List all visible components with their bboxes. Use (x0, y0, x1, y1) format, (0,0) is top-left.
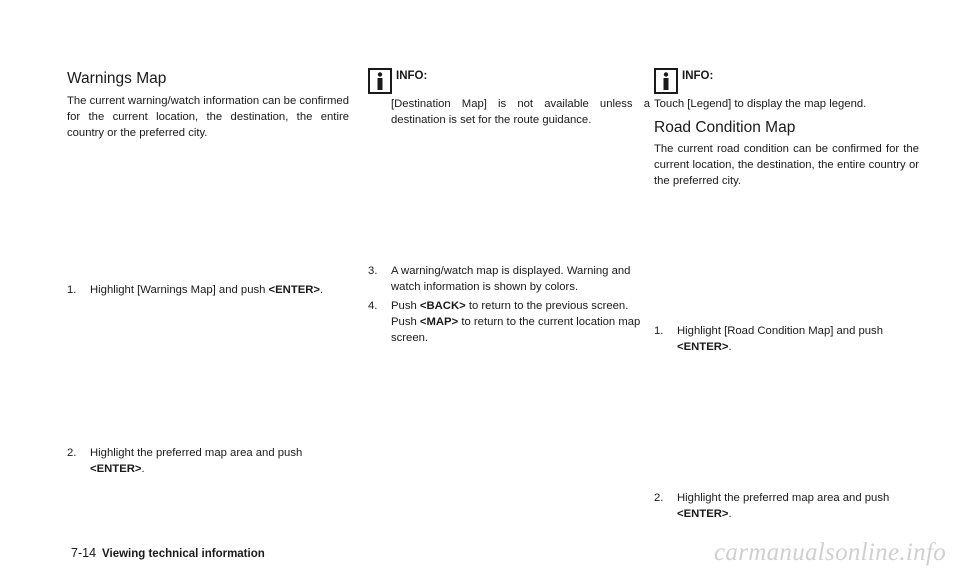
enter-key-label: <ENTER> (268, 284, 321, 296)
road-condition-intro: The current road condition can be confirmed for the current location, the destination, the entire country or the preferred city. (654, 143, 919, 187)
step-2-road (654, 490, 919, 522)
step-punctuation: . (320, 284, 324, 296)
watermark: carmanualsonline.info (714, 539, 946, 566)
step-number: 2. (654, 492, 664, 504)
enter-key-label: <ENTER> (677, 508, 729, 520)
step-number: 2. (67, 447, 77, 459)
back-key-label: <BACK> (419, 300, 466, 312)
step-4 (368, 298, 650, 346)
page-number: 7-14 (71, 546, 97, 560)
column-3 (654, 0, 919, 574)
column-1 (67, 0, 349, 574)
column-2 (368, 0, 650, 574)
step-text: Highlight the preferred map area and push (677, 492, 890, 504)
step-number: 3. (368, 265, 378, 277)
step-text: Highlight [Road Condition Map] and push (677, 325, 883, 337)
step-punctuation: . (141, 463, 145, 475)
footer-section-title: Viewing technical information (102, 548, 265, 560)
step-text: A warning/watch map is displayed. Warning and watch information is shown by colors. (391, 265, 631, 293)
step-number: 4. (368, 300, 378, 312)
warnings-map-intro: The current warning/watch information can be confirmed for the current location, the destination, the entire country or the preferred city. (67, 95, 349, 139)
enter-key-label: <ENTER> (677, 341, 729, 353)
info-text: [Destination Map] is not available unless a destination is set for the route guidance. (391, 98, 650, 126)
step-text: Push (391, 300, 420, 312)
section-heading-road-condition-map: Road Condition Map (654, 119, 796, 136)
step-1-warnings (67, 282, 349, 298)
info-label: INFO: (682, 70, 714, 82)
section-heading-warnings-map: Warnings Map (67, 70, 167, 87)
step-text: Highlight the preferred map area and push (90, 447, 303, 459)
step-1-road (654, 323, 919, 355)
step-text: Highlight [Warnings Map] and push (90, 284, 269, 296)
map-key-label: <MAP> (419, 316, 459, 328)
info-label: INFO: (396, 70, 428, 82)
step-2-warnings (67, 445, 349, 477)
info-icon (368, 68, 392, 94)
step-number: 1. (654, 325, 664, 337)
step-punctuation: . (728, 508, 732, 520)
step-text: to return to the previous screen. Push (391, 300, 629, 328)
step-punctuation: . (728, 341, 732, 353)
step-3 (368, 263, 650, 295)
info-icon (654, 68, 678, 94)
enter-key-label: <ENTER> (90, 463, 142, 475)
step-number: 1. (67, 284, 77, 296)
step-text: to return to the current location map screen. (391, 316, 641, 344)
info-text: Touch [Legend] to display the map legend. (654, 98, 867, 110)
page-footer (71, 546, 265, 560)
